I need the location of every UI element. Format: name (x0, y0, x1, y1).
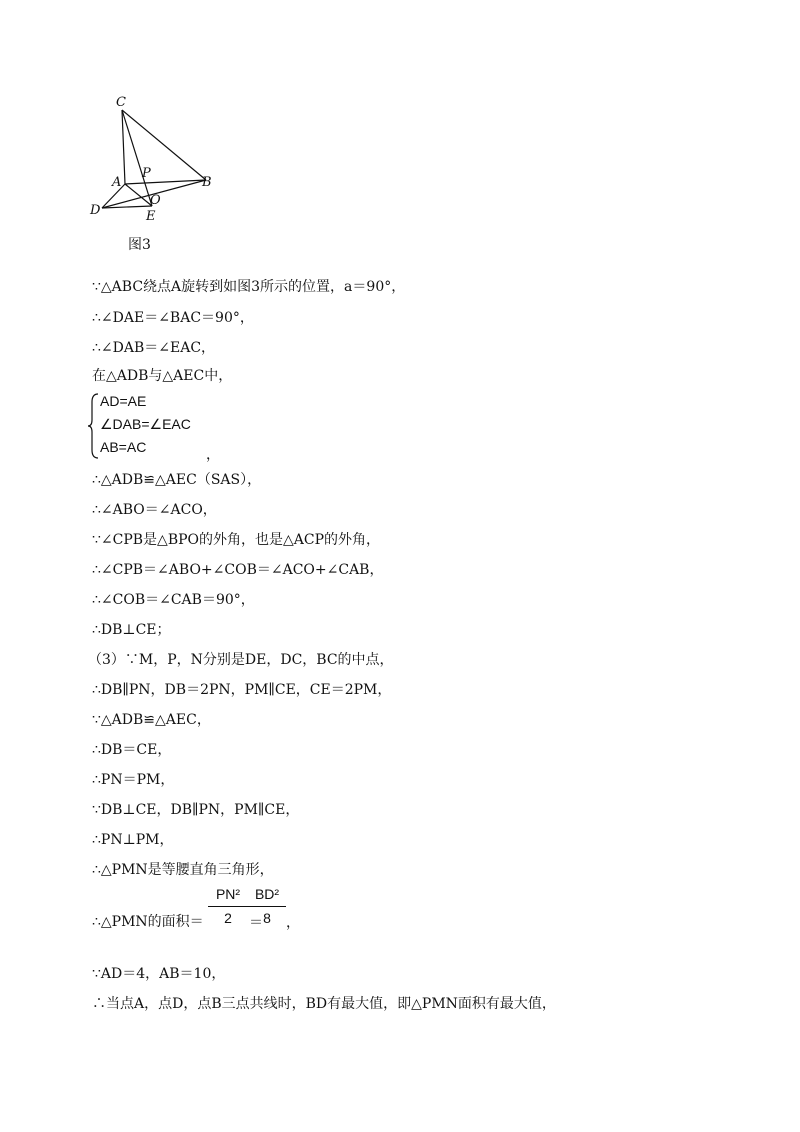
label-C: C (116, 95, 126, 110)
segment-CA (122, 110, 125, 184)
text-line: ∴△PMN的面积＝ (92, 914, 204, 930)
label-O: O (150, 193, 161, 208)
text-line: 在△ADB与△AEC中， (92, 368, 233, 384)
figure-caption: 图3 (128, 237, 151, 253)
label-D: D (90, 203, 101, 218)
fraction-denominator-1: 2 (224, 910, 232, 926)
text-line: ∴∠COB＝∠CAB＝90°， (92, 592, 255, 608)
system-row-2: ∠DAB=∠EAC (100, 416, 191, 432)
text-line: ∵△ABC绕点A旋转到如图3所示的位置，a＝90°， (92, 279, 406, 295)
label-E: E (146, 209, 156, 224)
text-line: ∴∠DAB＝∠EAC， (92, 340, 216, 356)
text-line: ∴当点A，点D，点B三点共线时，BD有最大值，即△PMN面积有最大值， (92, 996, 556, 1012)
text-line: ∴PN⊥PM， (92, 832, 174, 848)
text-line: （3）∵M，P，N分别是DE，DC，BC的中点， (88, 652, 394, 668)
text-line: ∴DB⊥CE； (92, 622, 171, 638)
fraction-numerator-1: PN² (215, 886, 241, 902)
formula-comma: ， (286, 914, 300, 930)
text-line: ∵DB⊥CE，DB∥PN，PM∥CE， (92, 802, 300, 818)
text-line: ∴∠DAE＝∠BAC＝90°， (92, 310, 254, 326)
equals-sign: ＝ (249, 914, 263, 930)
label-P: P (142, 166, 151, 181)
system-row-1: AD=AE (100, 393, 147, 409)
text-line: ∵AD＝4，AB＝10， (92, 966, 226, 982)
text-line: ∵∠CPB是△BPO的外角，也是△ACP的外角， (92, 532, 381, 548)
system-row-3: AB=AC (100, 439, 147, 455)
text-line: ∵△ADB≌△AEC， (92, 712, 211, 728)
fraction-denominator-2: 8 (263, 910, 271, 926)
left-brace-icon (88, 392, 100, 460)
label-A: A (112, 175, 122, 190)
fraction-bar-1 (208, 906, 248, 907)
text-line: ∴∠ABO＝∠ACO， (92, 502, 217, 518)
text-line: ∴DB＝CE， (92, 742, 172, 758)
text-line: ∴∠CPB＝∠ABO+∠COB＝∠ACO+∠CAB， (92, 562, 384, 578)
equation-system (88, 392, 288, 460)
segment-CE (122, 110, 152, 206)
text-line: ∴DB∥PN，DB＝2PN，PM∥CE，CE＝2PM， (92, 682, 392, 698)
geometry-figure-3 (80, 88, 240, 263)
fraction-numerator-2: BD² (254, 886, 280, 902)
segment-CB (122, 110, 206, 180)
text-line: ∴△PMN是等腰直角三角形， (92, 862, 274, 878)
label-B: B (202, 175, 212, 190)
text-line: ∴△ADB≌△AEC（SAS）， (92, 472, 262, 488)
text-line: ∴PN＝PM， (92, 772, 175, 788)
system-comma: ， (206, 446, 220, 462)
fraction-bar-2 (248, 906, 286, 907)
